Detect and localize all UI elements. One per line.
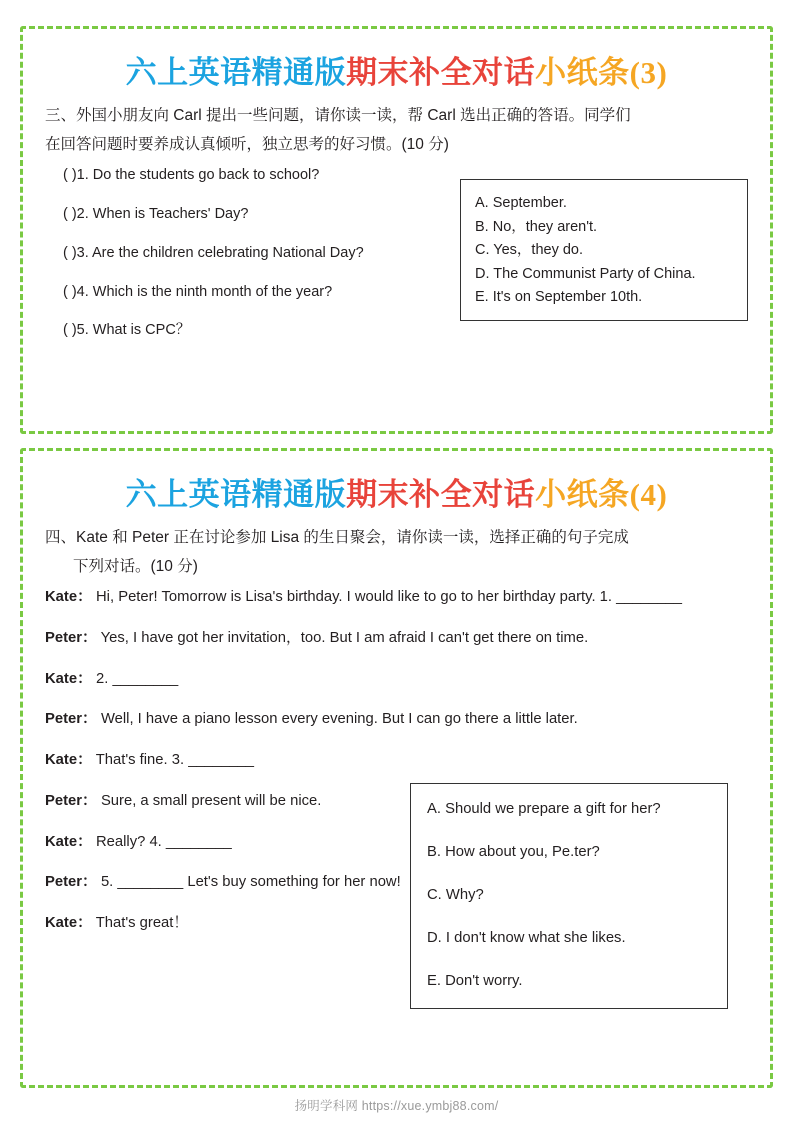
- card3-question-3[interactable]: ( )3. Are the children celebrating National Day?: [63, 244, 364, 261]
- card3-option-d: D. The Communist Party of China.: [475, 265, 696, 282]
- dialog-speaker-8: Peter：: [45, 874, 97, 891]
- dialog-text-4: Well, I have a piano lesson every evening. But I can go there a little later.: [100, 711, 578, 728]
- dialog-text-2: Yes, I have got her invitation，too. But I am afraid I can't get there on time.: [100, 630, 589, 647]
- dialog-line-2: [45, 628, 748, 649]
- card3-prompt-line1: 三、外国小朋友向 Carl 提出一些问题，请你读一读，帮 Carl 选出正确的答语。同学们: [45, 107, 631, 124]
- exercise-card-3: [20, 26, 773, 434]
- dialog-line-3: [45, 669, 748, 690]
- dialog-line-1: [45, 587, 748, 608]
- watermark: 扬明学科网 https://xue.ymbj88.com/: [294, 1099, 499, 1113]
- card4-option-e: E. Don't worry.: [427, 973, 523, 990]
- card4-title-part1: 六上英语精通版: [125, 477, 347, 512]
- card4-options-box: [410, 783, 728, 1009]
- card3-prompt: [45, 102, 748, 159]
- dialog-speaker-1: Kate：: [45, 589, 92, 606]
- card3-title-part1: 六上英语精通版: [125, 55, 347, 90]
- card3-option-b: B. No，they aren't.: [475, 218, 598, 235]
- card3-title-part3: 小纸条(3): [535, 55, 668, 90]
- card4-prompt-line2: 下列对话。(10 分): [73, 557, 198, 575]
- card3-option-e: E. It's on September 10th.: [475, 289, 643, 306]
- dialog-text-8[interactable]: 5. ________ Let's buy something for her now!: [100, 874, 401, 891]
- dialog-text-1[interactable]: Hi, Peter! Tomorrow is Lisa's birthday. I would like to go to her birthday party. 1. ________: [96, 589, 682, 606]
- card3-title-part2: 期末补全对话: [346, 55, 536, 90]
- card4-option-a: A. Should we prepare a gift for her?: [427, 801, 661, 818]
- card3-question-1[interactable]: ( )1. Do the students go back to school?: [63, 167, 320, 184]
- card4-prompt-line1: 四、Kate 和 Peter 正在讨论参加 Lisa 的生日聚会，请你读一读，选择正确的句子完成: [45, 529, 629, 546]
- dialog-speaker-9: Kate：: [45, 914, 92, 931]
- dialog-speaker-7: Kate：: [45, 833, 92, 850]
- dialog-line-5: [45, 750, 748, 771]
- card3-option-a: A. September.: [475, 195, 567, 212]
- card3-question-list: [45, 165, 450, 359]
- card3-options-box: [460, 179, 748, 320]
- dialog-text-7[interactable]: Really? 4. ________: [96, 833, 232, 850]
- card4-title-part2: 期末补全对话: [346, 477, 536, 512]
- card3-title: [45, 47, 748, 92]
- dialog-speaker-3: Kate：: [45, 670, 92, 687]
- exercise-card-4: [20, 448, 773, 1088]
- dialog-speaker-4: Peter：: [45, 711, 97, 728]
- dialog-line-4: [45, 709, 748, 730]
- dialog-text-9: That's great！: [95, 914, 189, 931]
- card4-option-d: D. I don't know what she likes.: [427, 930, 626, 947]
- card3-question-5[interactable]: ( )5. What is CPC？: [63, 322, 191, 339]
- dialog-text-6: Sure, a small present will be nice.: [100, 792, 322, 809]
- dialog-speaker-2: Peter：: [45, 630, 97, 647]
- card3-prompt-line2: 在回答问题时要养成认真倾听，独立思考的好习惯。(10 分): [45, 135, 449, 153]
- card4-title-part3: 小纸条(4): [535, 477, 668, 512]
- dialog-text-3[interactable]: 2. ________: [96, 670, 179, 687]
- card4-option-b: B. How about you, Pe.ter?: [427, 844, 600, 861]
- card3-question-2[interactable]: ( )2. When is Teachers' Day?: [63, 206, 249, 223]
- dialog-speaker-6: Peter：: [45, 792, 97, 809]
- card3-body: [45, 165, 748, 359]
- card4-prompt: [45, 524, 748, 581]
- card4-option-c: C. Why?: [427, 887, 484, 904]
- card4-dialog: [45, 587, 748, 990]
- dialog-speaker-5: Kate：: [45, 752, 92, 769]
- dialog-text-5[interactable]: That's fine. 3. ________: [95, 752, 255, 769]
- card3-option-c: C. Yes，they do.: [475, 242, 584, 259]
- card3-question-4[interactable]: ( )4. Which is the ninth month of the year?: [63, 283, 333, 300]
- card4-title: [45, 469, 748, 514]
